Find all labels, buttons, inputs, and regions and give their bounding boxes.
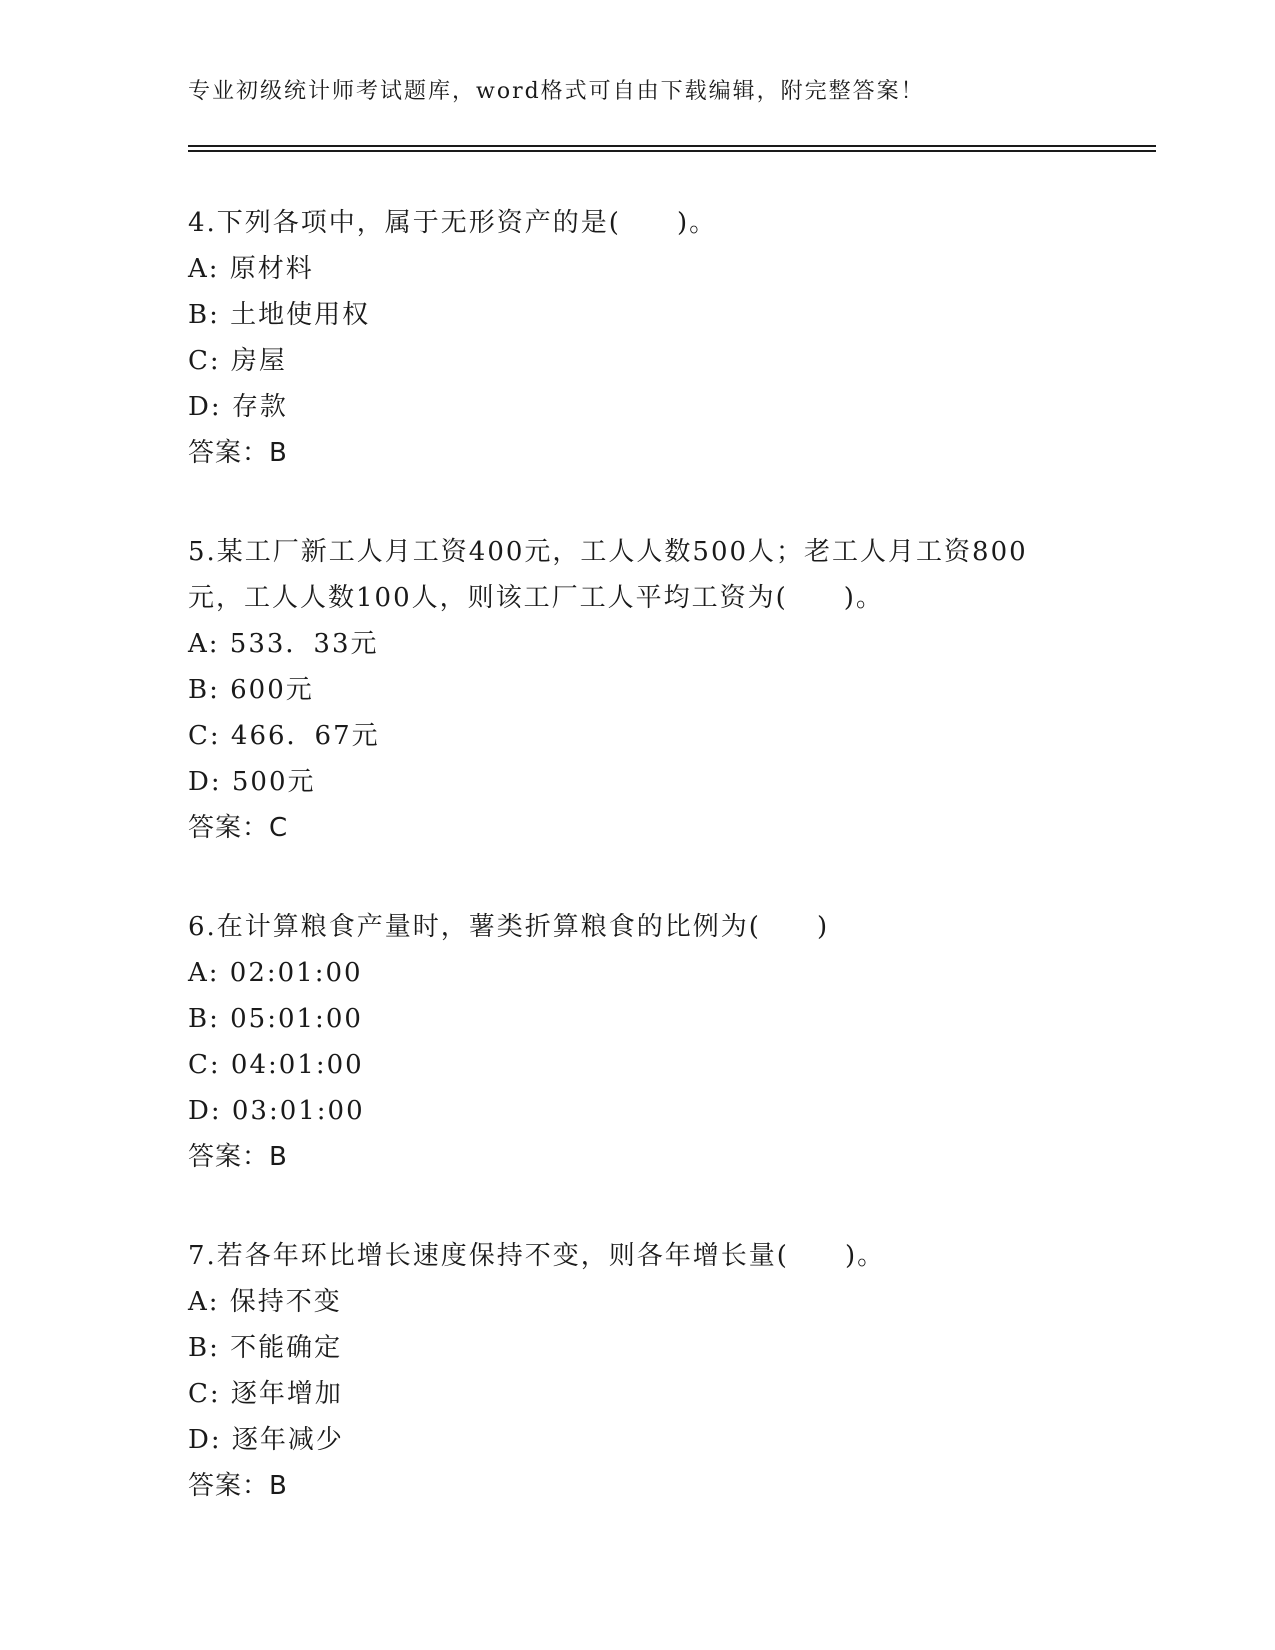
question-5 — [188, 529, 1088, 851]
question-list — [188, 200, 1088, 1562]
option-a: A: 保持不变 — [188, 1287, 342, 1317]
question-text: 6.在计算粮食产量时，薯类折算粮食的比例为( ) — [188, 912, 830, 942]
question-text: 4.下列各项中，属于无形资产的是( )。 — [188, 208, 718, 238]
option-d: D: 03:01:00 — [188, 1096, 365, 1126]
question-text-continued: 元，工人人数100人，则该工厂工人平均工资为( )。 — [188, 583, 884, 613]
option-c: C: 房屋 — [188, 346, 287, 376]
question-4 — [188, 200, 1088, 476]
option-b: B: 土地使用权 — [188, 300, 371, 330]
answer-label: 答案：B — [188, 438, 288, 468]
question-text: 5.某工厂新工人月工资400元，工人人数500人；老工人月工资800 — [188, 537, 1028, 567]
option-c: C: 466．67元 — [188, 721, 380, 751]
header-rule-bottom — [188, 150, 1156, 152]
option-a: A: 533．33元 — [188, 629, 379, 659]
option-c: C: 04:01:00 — [188, 1050, 364, 1080]
question-text: 7.若各年环比增长速度保持不变，则各年增长量( )。 — [188, 1241, 886, 1271]
question-6 — [188, 904, 1088, 1180]
answer-label: 答案：B — [188, 1142, 288, 1172]
option-a: A: 02:01:00 — [188, 958, 363, 988]
option-b: B: 05:01:00 — [188, 1004, 363, 1034]
option-b: B: 不能确定 — [188, 1333, 343, 1363]
option-d: D: 逐年减少 — [188, 1425, 344, 1455]
page-header: 专业初级统计师考试题库，word格式可自由下载编辑，附完整答案！ — [188, 79, 925, 104]
option-c: C: 逐年增加 — [188, 1379, 343, 1409]
option-b: B: 600元 — [188, 675, 314, 705]
option-d: D: 500元 — [188, 767, 316, 797]
answer-label: 答案：B — [188, 1471, 288, 1501]
option-a: A: 原材料 — [188, 254, 314, 284]
answer-label: 答案：C — [188, 813, 289, 843]
option-d: D: 存款 — [188, 392, 288, 422]
question-7 — [188, 1233, 1088, 1509]
header-rule-top — [188, 145, 1156, 147]
